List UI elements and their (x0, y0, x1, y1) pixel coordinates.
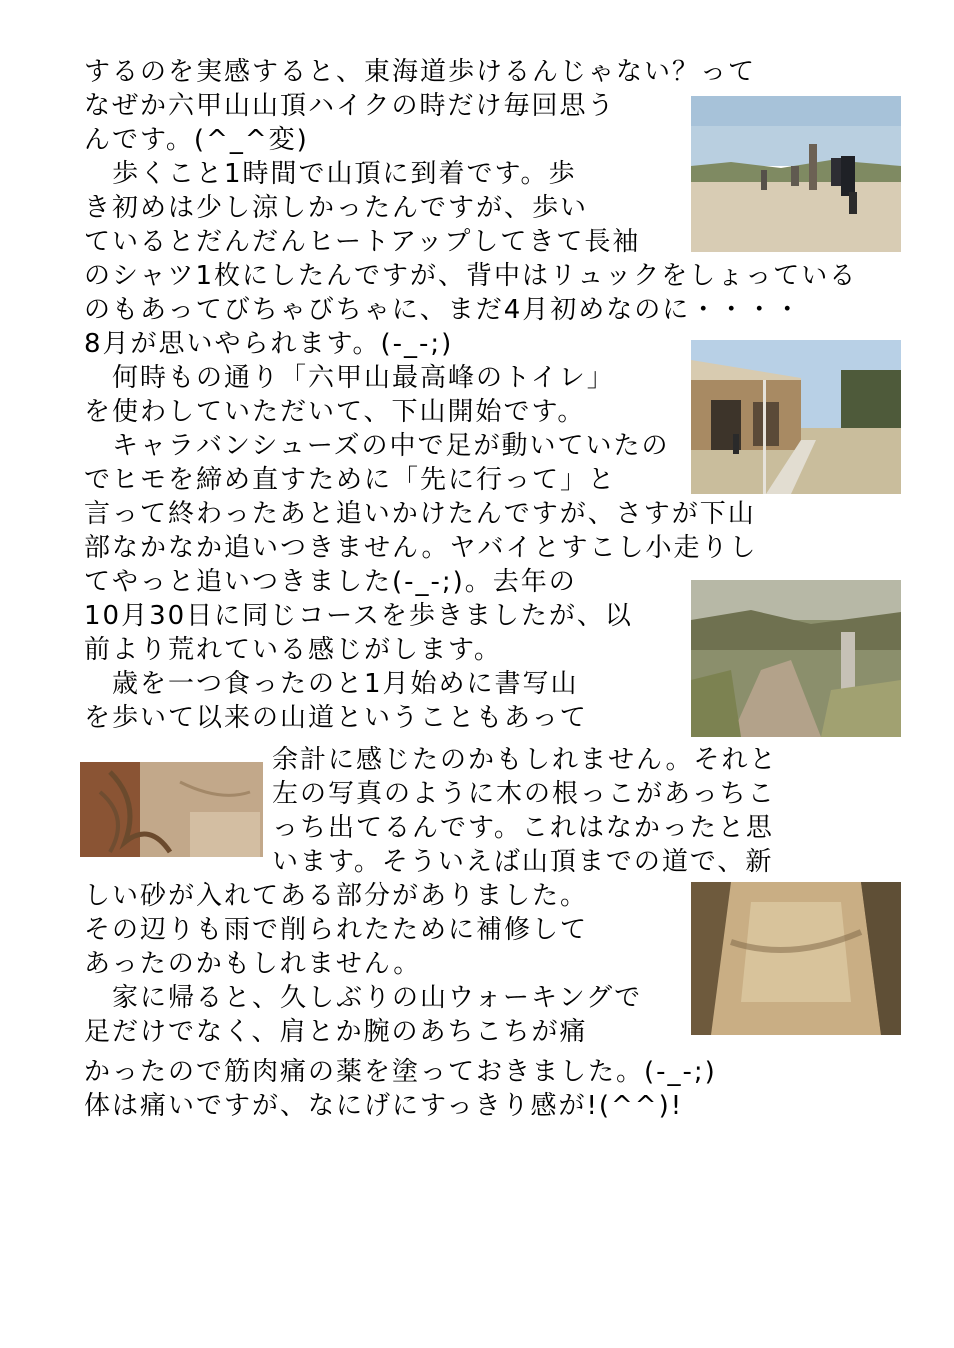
text-line: 歳を一つ食ったのと1月始めに書写山 (84, 669, 579, 699)
text-line: しい砂が入れてある部分がありました。 (84, 881, 589, 911)
text-line: するのを実感すると、東海道歩けるんじゃない？って (84, 57, 757, 87)
text-line: 部なかなか追いつきません。ヤバイとすこし小走りし (84, 533, 758, 563)
summit-photo (691, 96, 901, 252)
text-line: なぜか六甲山山頂ハイクの時だけ毎回思う (84, 91, 616, 121)
text-line: 何時もの通り「六甲山最高峰のトイレ」 (84, 363, 615, 393)
text-line: を使わしていただいて、下山開始です。 (84, 397, 586, 427)
text-line: その辺りも雨で削られたために補修して (84, 915, 589, 945)
text-line: んです。(^_^変) (84, 125, 309, 155)
text-line: ているとだんだんヒートアップしてきて長袖 (84, 227, 641, 257)
text-line: あったのかもしれません。 (84, 949, 422, 979)
text-line: 余計に感じたのかもしれません。それと (272, 745, 778, 775)
toilet-building-photo (691, 340, 901, 494)
text-line: てやっと追いつきました(-_-;)。去年の (84, 567, 577, 597)
text-line: 足だけでなく、肩とか腕のあちこちが痛 (84, 1017, 588, 1047)
text-line: っち出てるんです。これはなかったと思 (272, 813, 774, 843)
repaired-path-photo (691, 882, 901, 1035)
text-line: 言って終わったあと追いかけたんですが、さすが下山 (84, 499, 756, 529)
text-line: かったので筋肉痛の薬を塗っておきました。(-_-;) (84, 1057, 717, 1087)
text-line: 8月が思いやられます。(-_-;) (84, 329, 454, 359)
text-line: 10月30日に同じコースを歩きましたが、以 (84, 601, 633, 631)
text-line: 家に帰ると、久しぶりの山ウォーキングで (84, 983, 643, 1013)
tree-roots-photo (80, 762, 263, 857)
trail-signpost-photo (691, 580, 901, 737)
text-line: 左の写真のように木の根っこがあっちこ (272, 779, 776, 809)
text-line: 体は痛いですが、なにげにすっきり感が!(^^)! (84, 1091, 684, 1121)
text-line: 歩くこと1時間で山頂に到着です。歩 (84, 159, 577, 189)
text-line: キャラバンシューズの中で足が動いていたの (84, 431, 670, 461)
text-line: のもあってびちゃびちゃに、まだ4月初めなのに・・・・ (84, 295, 803, 325)
text-line: のシャツ1枚にしたんですが、背中はリュックをしょっている (84, 261, 858, 291)
text-line: き初めは少し涼しかったんですが、歩い (84, 193, 589, 223)
text-line: います。そういえば山頂までの道で、新 (272, 847, 774, 877)
text-line: を歩いて以来の山道ということもあって (84, 703, 588, 733)
text-line: 前より荒れている感じがします。 (84, 635, 502, 665)
text-line: でヒモを締め直すために「先に行って」と (84, 465, 617, 495)
